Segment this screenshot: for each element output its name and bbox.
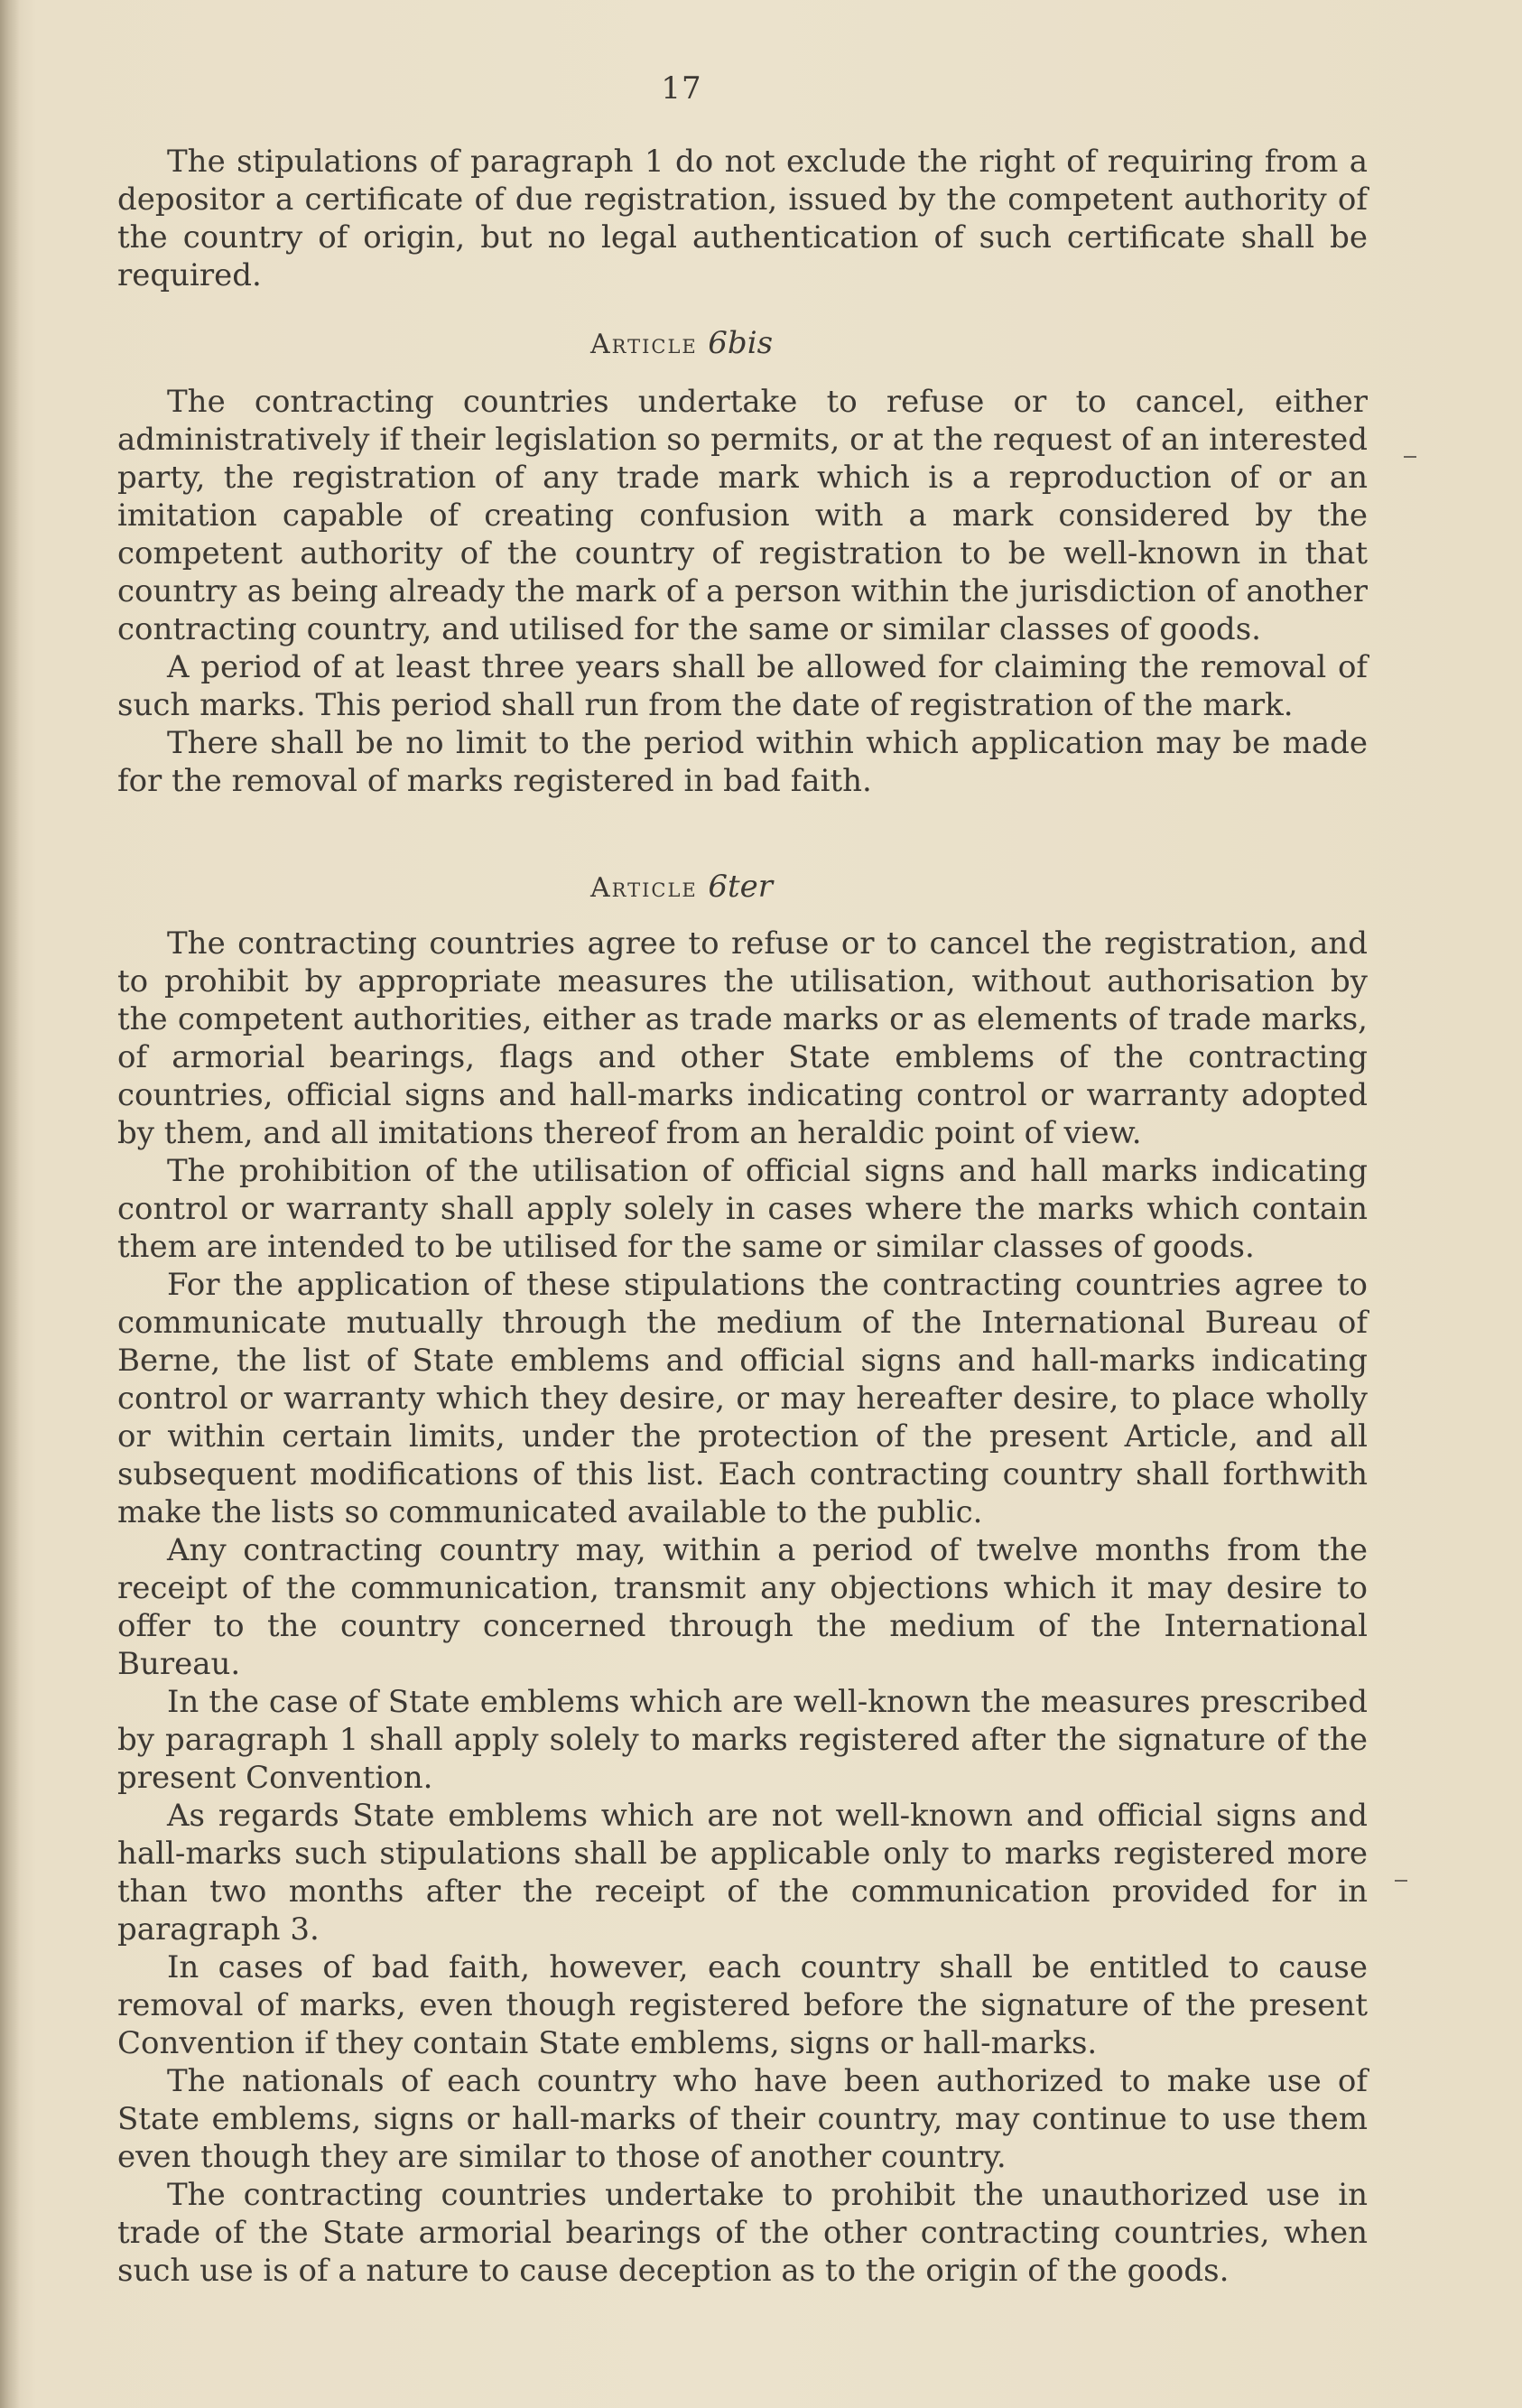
paragraph: For the application of these stipulations the contracting countries agree to communicate mutually through the medium of the International Bureau of Berne, the list of State emblems and official signs and hall-marks indicating control or warranty which they desire, or may hereafter desire, to place wholly or within certain limits, under the protection of the present Article, and all subsequent modifications of this list. Each contracting country shall forthwith make the lists so communicated available to the public. (117, 1267, 1368, 1530)
margin-dash (1404, 456, 1416, 458)
heading-label: Article (590, 872, 698, 904)
paragraph: The contracting countries undertake to refuse or to cancel, either administratively if their legislation so permits, or at the request of an interested party, the registration of any trade mark which is a reproduction of or an imitation capable of creating confusion with a mark considered by the competent authority of the country of registration to be well-known in that country as being already the mark of a person within the jurisdiction of another contracting country, and utilised for the same or similar classes of goods. (117, 384, 1368, 647)
paragraph: In the case of State emblems which are well-known the measures prescribed by paragraph 1 shall apply solely to marks registered after the signature of the present Convention. (117, 1684, 1368, 1796)
paragraph: The prohibition of the utilisation of official signs and hall marks indicating control or warranty shall apply solely in cases where the marks which contain them are intended to be utilised for the same or similar classes of goods. (117, 1153, 1368, 1265)
article-6ter-body (117, 925, 1368, 2290)
article-6bis-body (117, 383, 1368, 800)
paragraph: The nationals of each country who have been authorized to make use of State emblems, signs or hall-marks of their country, may continue to use them even though they are similar to those of another country. (117, 2063, 1368, 2175)
paragraph: As regards State emblems which are not well-known and official signs and hall-marks such stipulations shall be applicable only to marks registered more than two months after the receipt of the communication provided for in paragraph 3. (117, 1798, 1368, 1948)
heading-suffix: 6ter (708, 869, 773, 905)
margin-dash (1395, 1880, 1407, 1882)
page-number: 17 (661, 70, 702, 107)
paragraph: The stipulations of paragraph 1 do not exclude the right of requiring from a depositor a certificate of due registration, issued by the competent authority of the country of origin, but no legal authentication of such certificate shall be required. (117, 144, 1368, 293)
article-6bis-heading (0, 325, 1363, 361)
heading-label: Article (589, 329, 698, 360)
article-6ter-heading (0, 869, 1363, 905)
paragraph: Any contracting country may, within a period of twelve months from the receipt of the communication, transmit any objections which it may desire to offer to the country concerned through the medium of the International Bureau. (117, 1532, 1368, 1682)
paragraph: In cases of bad faith, however, each country shall be entitled to cause removal of marks, even though registered before the signature of the present Convention if they contain State emblems, signs or hall-marks. (117, 1949, 1368, 2061)
binding-edge (0, 0, 20, 2408)
intro-section (117, 143, 1368, 294)
paragraph: There shall be no limit to the period within which application may be made for the removal of marks registered in bad faith. (117, 725, 1368, 799)
paragraph: The contracting countries undertake to prohibit the unauthorized use in trade of the State armorial bearings of the other contracting countries, when such use is of a nature to cause deception as to the origin of the goods. (117, 2177, 1368, 2289)
paragraph: A period of at least three years shall be allowed for claiming the removal of such marks. This period shall run from the date of registration of the mark. (117, 649, 1368, 723)
heading-suffix: 6bis (708, 325, 774, 361)
paragraph: The contracting countries agree to refuse or to cancel the registration, and to prohibit by appropriate measures the utilisation, without authorisation by the competent authorities, either as trade marks or as elements of trade marks, of armorial bearings, flags and other State emblems of the contracting countries, official signs and hall-marks indicating control or warranty adopted by them, and all imitations thereof from an heraldic point of view. (117, 925, 1368, 1151)
